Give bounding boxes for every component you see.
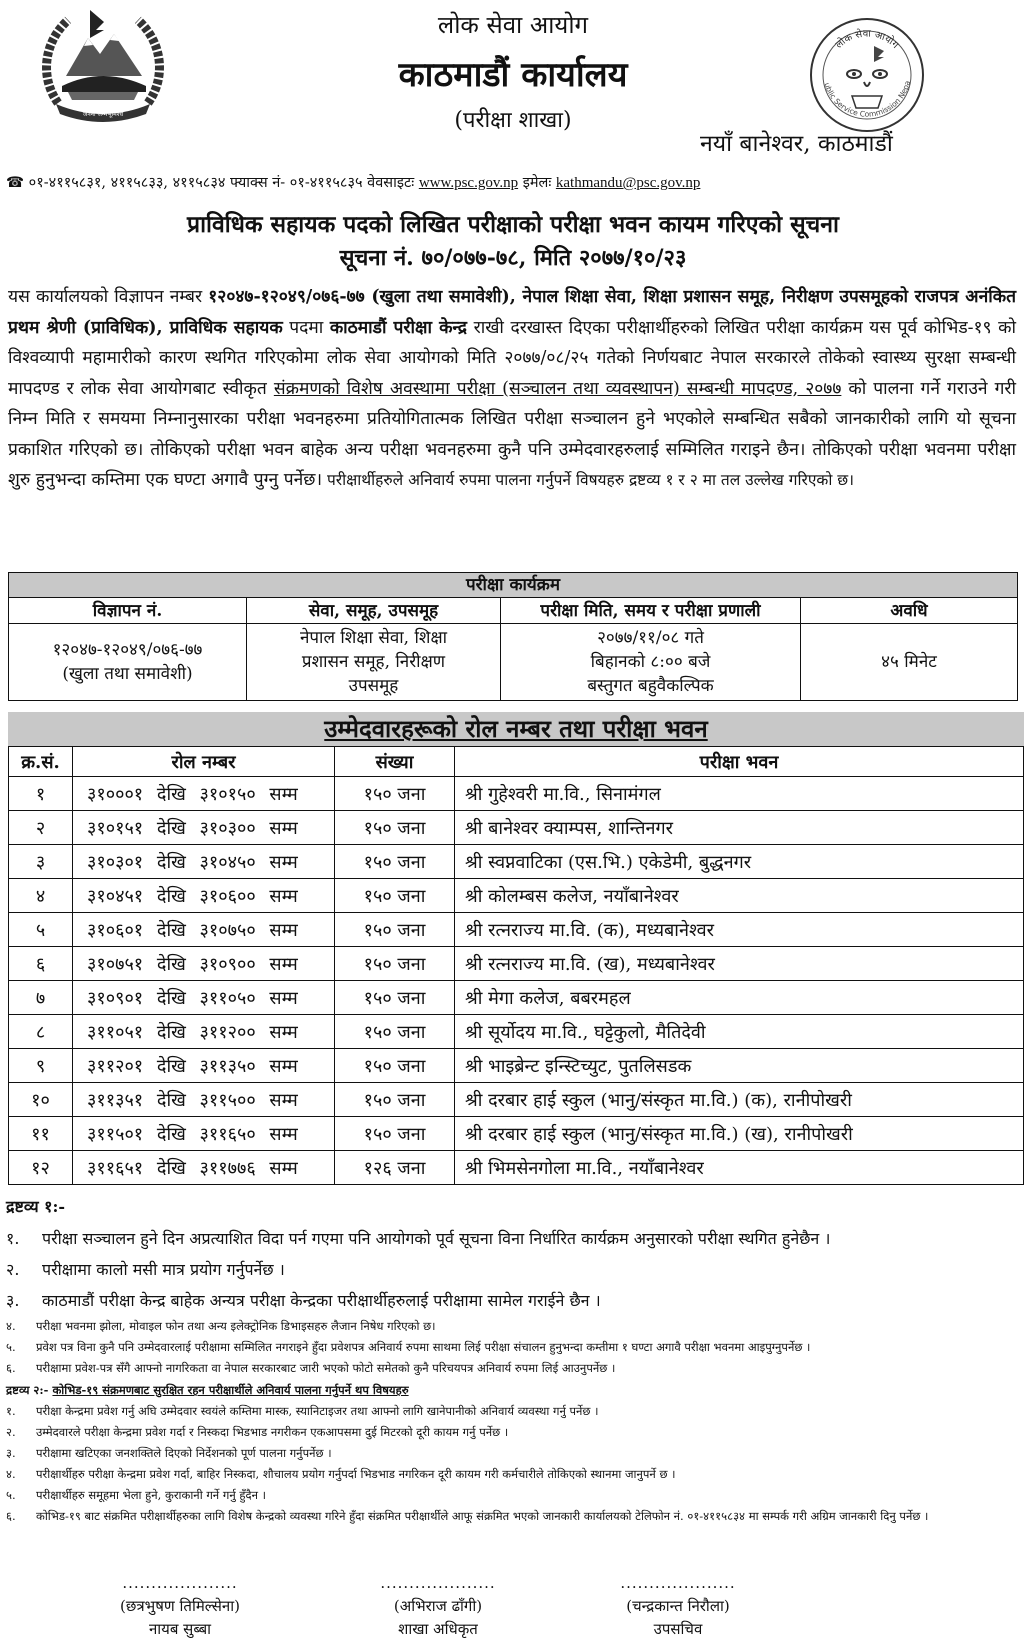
note-text: परीक्षा केन्द्रमा प्रवेश गर्नु अघि उम्मेदवार स्वयंले कम्तिमा मास्क, स्यानिटाइजर तथा आफ्नो लागि खानेपानीको अनिवार्य व्यवस्था गर्नु पर्नेछ । <box>36 1404 599 1418</box>
signature-line: .................... <box>620 1574 736 1592</box>
roll-table-body <box>9 777 1024 1185</box>
guideline-name: संक्रमणको विशेष अवस्थामा परीक्षा (सञ्चालन तथा व्यवस्थापन) सम्बन्धी मापदण्ड, २०७७ <box>273 378 842 399</box>
exam-hall: श्री दरबार हाई स्कुल (भानु/संस्कृत मा.वि.) (क), रानीपोखरी <box>455 1083 1024 1117</box>
header-sn: क्र.सं. <box>9 747 73 777</box>
list-item <box>6 1284 1016 1315</box>
table-row <box>9 913 1024 947</box>
roll-range: ३१०३०१ देखि ३१०४५० सम्म <box>73 845 335 879</box>
note-text: परीक्षा सञ्चालन हुने दिन अप्रत्याशित विदा पर्न गएमा पनि आयोगको पूर्व सूचना विना निर्धारित कार्यक्रम अनुसारको परीक्षा स्थगित हुनेछैन । <box>42 1228 831 1248</box>
cell-service <box>247 624 501 701</box>
roll-sn: ३ <box>9 845 73 879</box>
note-text: परीक्षामा प्रवेश-पत्र सँगै आफ्नो नागरिकता वा नेपाल सरकारबाट जारी भएको फोटो समेतको कुनै परिचयपत्र अनिवार्य रुपमा लिई आउनुपर्नेछ । <box>36 1361 616 1375</box>
roll-sn: ५ <box>9 913 73 947</box>
roll-range: ३१०७५१ देखि ३१०९०० सम्म <box>73 947 335 981</box>
signature-block <box>0 1572 1026 1642</box>
list-item <box>6 1443 1016 1464</box>
exam-centre: काठमाडौं परीक्षा केन्द्र <box>329 317 468 338</box>
exam-hall: श्री गुहेश्वरी मा.वि., सिनामंगल <box>455 777 1024 811</box>
contact-line <box>6 172 1016 192</box>
table-row <box>9 947 1024 981</box>
roll-range: ३१०१५१ देखि ३१०३०० सम्म <box>73 811 335 845</box>
note-number: ६. <box>6 1361 16 1375</box>
note-text: प्रवेश पत्र विना कुनै पनि उम्मेदवारलाई परीक्षामा सम्मिलित नगराइने हुँदा प्रवेशपत्र अनिवार्य रुपमा साथमा लिई परीक्षा संचालन हुनुभन्दा कम्तीमा १ घण्टा अगावै परीक्षा भवनमा आइपुग्नुपर्नेछ । <box>36 1340 811 1354</box>
list-item <box>6 1253 1016 1284</box>
note-number: १. <box>6 1228 20 1248</box>
signature <box>568 1572 788 1641</box>
list-item <box>6 1222 1016 1253</box>
note-text: कोभिड-१९ बाट संक्रमित परीक्षार्थीहरुका लागि विशेष केन्द्रको व्यवस्था गरिने हुँदा संक्रमित परीक्षार्थीले आफू संक्रमित भएको जानकारी कार्यालयको टेलिफोन नं. ०१-४११५८३४ मा सम्पर्क गरी अग्रिम जानकारी दिनु पर्नेछ । <box>36 1509 929 1523</box>
note-number: ५. <box>6 1488 16 1502</box>
note-number: २. <box>6 1259 20 1279</box>
notice-reference: सूचना नं. ७०/०७७-७८, मिति २०७७/१०/२३ <box>339 245 687 271</box>
note-text: काठमाडौं परीक्षा केन्द्र बाहेक अन्यत्र परीक्षा केन्द्रका परीक्षार्थीहरुलाई परीक्षामा सामेल गराईने छैन । <box>42 1290 601 1310</box>
email-label: इमेलः <box>522 175 552 191</box>
exam-system: बस्तुगत बहुवैकल्पिक <box>587 676 714 696</box>
exam-hall: श्री रत्नराज्य मा.वि. (ख), मध्यबानेश्वर <box>455 947 1024 981</box>
list-item <box>6 1401 1016 1422</box>
adv-category: (खुला तथा समावेशी) <box>62 664 193 684</box>
roll-sn: २ <box>9 811 73 845</box>
svg-text:लोक सेवा आयोग <box>833 28 901 51</box>
header-roll: रोल नम्बर <box>73 747 335 777</box>
table-row <box>9 981 1024 1015</box>
signatory-title: नायब सुब्बा <box>148 1620 212 1638</box>
psc-seal-icon <box>808 16 926 134</box>
header-count: संख्या <box>335 747 455 777</box>
note-number: ५. <box>6 1340 16 1354</box>
exam-hall: श्री भिमसेनगोला मा.वि., नयाँबानेश्वर <box>455 1151 1024 1185</box>
roll-range: ३११६५१ देखि ३११७७६ सम्म <box>73 1151 335 1185</box>
notice-title: प्राविधिक सहायक पदको लिखित परीक्षाको परीक्षा भवन कायम गरिएको सूचना <box>186 211 839 238</box>
list-item <box>6 1422 1016 1443</box>
note-number: ३. <box>6 1446 16 1460</box>
roll-sn: ७ <box>9 981 73 1015</box>
list-item <box>6 1316 1016 1337</box>
table-row <box>9 1117 1024 1151</box>
candidate-count: १२६ जना <box>335 1151 455 1185</box>
roll-range: ३१०९०१ देखि ३११०५० सम्म <box>73 981 335 1015</box>
note-text: परीक्षामा खटिएका जनशक्तिले दिएको निर्देशनको पूर्ण पालना गर्नुपर्नेछ । <box>36 1446 332 1460</box>
candidate-count: १५० जना <box>335 981 455 1015</box>
website-link[interactable]: www.psc.gov.np <box>418 175 519 191</box>
email-link[interactable]: kathmandu@psc.gov.np <box>555 175 701 191</box>
header-exam-date: परीक्षा मिति, समय र परीक्षा प्रणाली <box>501 598 801 624</box>
roll-range: ३१०००१ देखि ३१०१५० सम्म <box>73 777 335 811</box>
header-adv-no: विज्ञापन नं. <box>9 598 247 624</box>
list-item <box>6 1358 1016 1379</box>
cell-adv-no <box>9 624 247 701</box>
exam-hall: श्री मेगा कलेज, बबरमहल <box>455 981 1024 1015</box>
note-number: ६. <box>6 1509 16 1523</box>
note-text: परीक्षामा कालो मसी मात्र प्रयोग गर्नुपर्नेछ । <box>42 1259 285 1279</box>
cell-duration: ४५ मिनेट <box>801 624 1018 701</box>
exam-hall: श्री दरबार हाई स्कुल (भानु/संस्कृत मा.वि.) (ख), रानीपोखरी <box>455 1117 1024 1151</box>
body-part-4: को पालना गर्ने गराउने गरी निम्न मिति र समयमा निम्नानुसारका परीक्षा भवनहरुमा प्रतियोगितात्मक लिखित परीक्षा सञ्चालन हुने भएकोले सम्बन्धित सबैको जानकारीको लागि यो सूचना प्रकाशित गरिएको छ। तोकिएको परीक्षा भवन बाहेक अन्य परीक्षा भवनहरुमा कुनै पनि उम्मेदवारहरुलाई सम्मिलित गराइने छैन। तोकिएको परीक्षा भवनमा परीक्षा शुरु हुनुभन्दा कम्तिमा एक घण्टा अगावै पुग्नु पर्नेछ। <box>8 378 1016 490</box>
table-row <box>9 811 1024 845</box>
candidate-count: १५० जना <box>335 879 455 913</box>
signature <box>70 1572 290 1641</box>
notes-small-list <box>6 1316 1016 1527</box>
exam-programme-table <box>8 572 1018 701</box>
cell-exam-date <box>501 624 801 701</box>
table-row <box>9 777 1024 811</box>
candidate-count: १५० जना <box>335 1117 455 1151</box>
seal-text-top: लोक सेवा आयोग <box>833 28 901 52</box>
body-part-5: परीक्षार्थीहरुले अनिवार्य रुपमा पालना गर्नुपर्ने विषयहरु द्रष्टव्य १ र २ मा तल उल्लेख गरिएको छ। <box>322 471 855 489</box>
roll-sn: १० <box>9 1083 73 1117</box>
note-number: ४. <box>6 1319 16 1333</box>
roll-range: ३१०६०१ देखि ३१०७५० सम्म <box>73 913 335 947</box>
note-number: १. <box>6 1404 16 1418</box>
header-hall: परीक्षा भवन <box>455 747 1024 777</box>
programme-caption: परीक्षा कार्यक्रम <box>9 573 1018 598</box>
notes1-list <box>6 1222 1016 1315</box>
candidate-count: १५० जना <box>335 913 455 947</box>
body-part-3: राखी दरखास्त दिएका परीक्षार्थीहरुको लिखित परीक्षा कार्यक्रम यस पूर्व कोभिड-१९ को विश्वव्यापी महामारीको कारण स्थगित गरिएकोमा लोक सेवा आयोगको मिति २०७७/०८/२५ गतेको निर्णयबाट नेपाल सरकारले तोकेको स्वास्थ्य सुरक्षा सम्बन्धी मापदण्ड र लोक सेवा आयोगबाट स्वीकृत <box>8 317 1016 399</box>
header-service: सेवा, समूह, उपसमूह <box>247 598 501 624</box>
exam-time: बिहानको ८:०० बजे <box>590 652 711 672</box>
note-text: उम्मेदवारले परीक्षा केन्द्रमा प्रवेश गर्दा र निस्कदा भिडभाड नगरीकन एकआपसमा दुई मिटरको दूरी कायम गर्नु पर्नेछ । <box>36 1425 509 1439</box>
list-item <box>6 1506 1016 1527</box>
adv-number: १२०४७-१२०४९/०७६-७७ <box>52 640 203 660</box>
service-line-1: नेपाल शिक्षा सेवा, शिक्षा <box>299 628 448 648</box>
table-row <box>9 845 1024 879</box>
note-number: ४. <box>6 1467 16 1481</box>
candidate-count: १५० जना <box>335 777 455 811</box>
exam-hall: श्री रत्नराज्य मा.वि. (क), मध्यबानेश्वर <box>455 913 1024 947</box>
list-item <box>6 1464 1016 1485</box>
roll-sn: ४ <box>9 879 73 913</box>
table-row <box>9 1083 1024 1117</box>
candidate-count: १५० जना <box>335 845 455 879</box>
table-row <box>9 879 1024 913</box>
body-part-1: यस कार्यालयको विज्ञापन नम्बर <box>8 287 209 307</box>
roll-number-table <box>8 746 1024 1185</box>
table-row <box>9 1049 1024 1083</box>
roll-range: ३११२०१ देखि ३११३५० सम्म <box>73 1049 335 1083</box>
roll-range: ३११०५१ देखि ३११२०० सम्म <box>73 1015 335 1049</box>
note-text: परीक्षा भवनमा झोला, मोवाइल फोन तथा अन्य इलेक्ट्रोनिक डिभाइसहरु लैजान निषेध गरिएको छ। <box>36 1319 436 1333</box>
exam-hall: श्री बानेश्वर क्याम्पस, शान्तिनगर <box>455 811 1024 845</box>
candidate-count: १५० जना <box>335 1049 455 1083</box>
roll-sn: ६ <box>9 947 73 981</box>
notes2-heading-prefix: द्रष्टव्य २:- <box>6 1383 49 1397</box>
signatory-title: उपसचिव <box>653 1620 703 1638</box>
signatory-name: (छत्रभुषण तिमिल्सेना) <box>120 1597 240 1615</box>
exam-hall: श्री कोलम्बस कलेज, नयाँबानेश्वर <box>455 879 1024 913</box>
note-text: परीक्षार्थीहरु परीक्षा केन्द्रमा प्रवेश गर्दा, बाहिर निस्कदा, शौचालय प्रयोग गर्नुपर्दा भिडभाड नगरिकन दूरी कायम गरी कर्मचारीले तोकिएको स्थानमा जानुपर्ने छ । <box>36 1467 676 1481</box>
roll-sn: ८ <box>9 1015 73 1049</box>
signature-line: .................... <box>380 1574 496 1592</box>
notes2-heading <box>6 1379 1016 1401</box>
candidate-count: १५० जना <box>335 947 455 981</box>
list-item <box>6 1337 1016 1358</box>
roll-range: ३१०४५१ देखि ३१०६०० सम्म <box>73 879 335 913</box>
header-duration: अवधि <box>801 598 1018 624</box>
roll-sn: ९ <box>9 1049 73 1083</box>
exam-hall: श्री भाइब्रेन्ट इन्स्टिच्युट, पुतलिसडक <box>455 1049 1024 1083</box>
list-item <box>6 1485 1016 1506</box>
roll-range: ३११५०१ देखि ३११६५० सम्म <box>73 1117 335 1151</box>
notice-body <box>8 282 1016 496</box>
letterhead <box>0 0 1026 170</box>
branch-name: (परीक्षा शाखा) <box>454 108 572 133</box>
organization-name: लोक सेवा आयोग <box>437 11 589 39</box>
roll-table-title-bar <box>8 712 1024 746</box>
signature-line: .................... <box>122 1574 238 1592</box>
signatory-title: शाखा अधिकृत <box>398 1620 478 1638</box>
signature <box>328 1572 548 1641</box>
office-address: नयाँ बानेश्वर, काठमाडौं <box>700 131 893 157</box>
body-part-2: पदमा <box>282 317 330 338</box>
telephone-icon: ☎ <box>6 175 25 191</box>
notes1-heading: द्रष्टव्य १:- <box>6 1197 66 1216</box>
notes2-heading-text: कोभिड-१९ संक्रमणबाट सुरक्षित रहन परीक्षार्थीले अनिवार्य पालना गर्नुपर्ने थप विषयहरु <box>52 1383 409 1397</box>
exam-date: २०७७/११/०८ गते <box>597 628 704 648</box>
service-line-2: प्रशासन समूह, निरीक्षण <box>301 652 446 672</box>
roll-sn: १२ <box>9 1151 73 1185</box>
note-text: परीक्षार्थीहरु समूहमा भेला हुने, कुराकानी गर्ने गर्नु हुँदैन । <box>36 1488 266 1502</box>
candidate-count: १५० जना <box>335 1083 455 1117</box>
table-row <box>9 1151 1024 1185</box>
roll-sn: ११ <box>9 1117 73 1151</box>
roll-table-title: उम्मेदवारहरूको रोल नम्बर तथा परीक्षा भवन <box>324 714 708 743</box>
office-name: काठमाडौं कार्यालय <box>398 55 628 95</box>
advertisement-details: १२०४७-१२०४९/०७६-७७ (खुला तथा समावेशी), नेपाल शिक्षा सेवा, शिक्षा प्रशासन समूह, निरीक्षण उपसमूहको राजपत्र अनंकित प्रथम श्रेणी (प्राविधिक), प्राविधिक सहायक <box>8 287 1016 338</box>
roll-range: ३११३५१ देखि ३११५०० सम्म <box>73 1083 335 1117</box>
seal-text-ring: ublic Service Commission Nepa <box>822 79 913 119</box>
signatory-name: (चन्द्रकान्त निरौला) <box>626 1597 730 1615</box>
exam-hall: श्री स्वप्नवाटिका (एस.भि.) एकेडेमी, बुद्धनगर <box>455 845 1024 879</box>
service-line-3: उपसमूह <box>348 676 399 696</box>
svg-text:जननी जन्मभूमिश्च: जननी जन्मभूमिश्च <box>82 111 124 118</box>
note-number: २. <box>6 1425 16 1439</box>
signatory-name: (अभिराज ढाँगी) <box>393 1597 483 1615</box>
roll-sn: १ <box>9 777 73 811</box>
note-number: ३. <box>6 1290 20 1310</box>
candidate-count: १५० जना <box>335 1015 455 1049</box>
candidate-count: १५० जना <box>335 811 455 845</box>
table-row <box>9 1015 1024 1049</box>
phone-numbers: ०१-४११५८३१, ४११५८३३, ४११५८३४ फ्याक्स नं- ०१-४११५८३५ वेवसाइटः <box>28 175 415 191</box>
exam-hall: श्री सूर्योदय मा.वि., घट्टेकुलो, मैतिदेवी <box>455 1015 1024 1049</box>
